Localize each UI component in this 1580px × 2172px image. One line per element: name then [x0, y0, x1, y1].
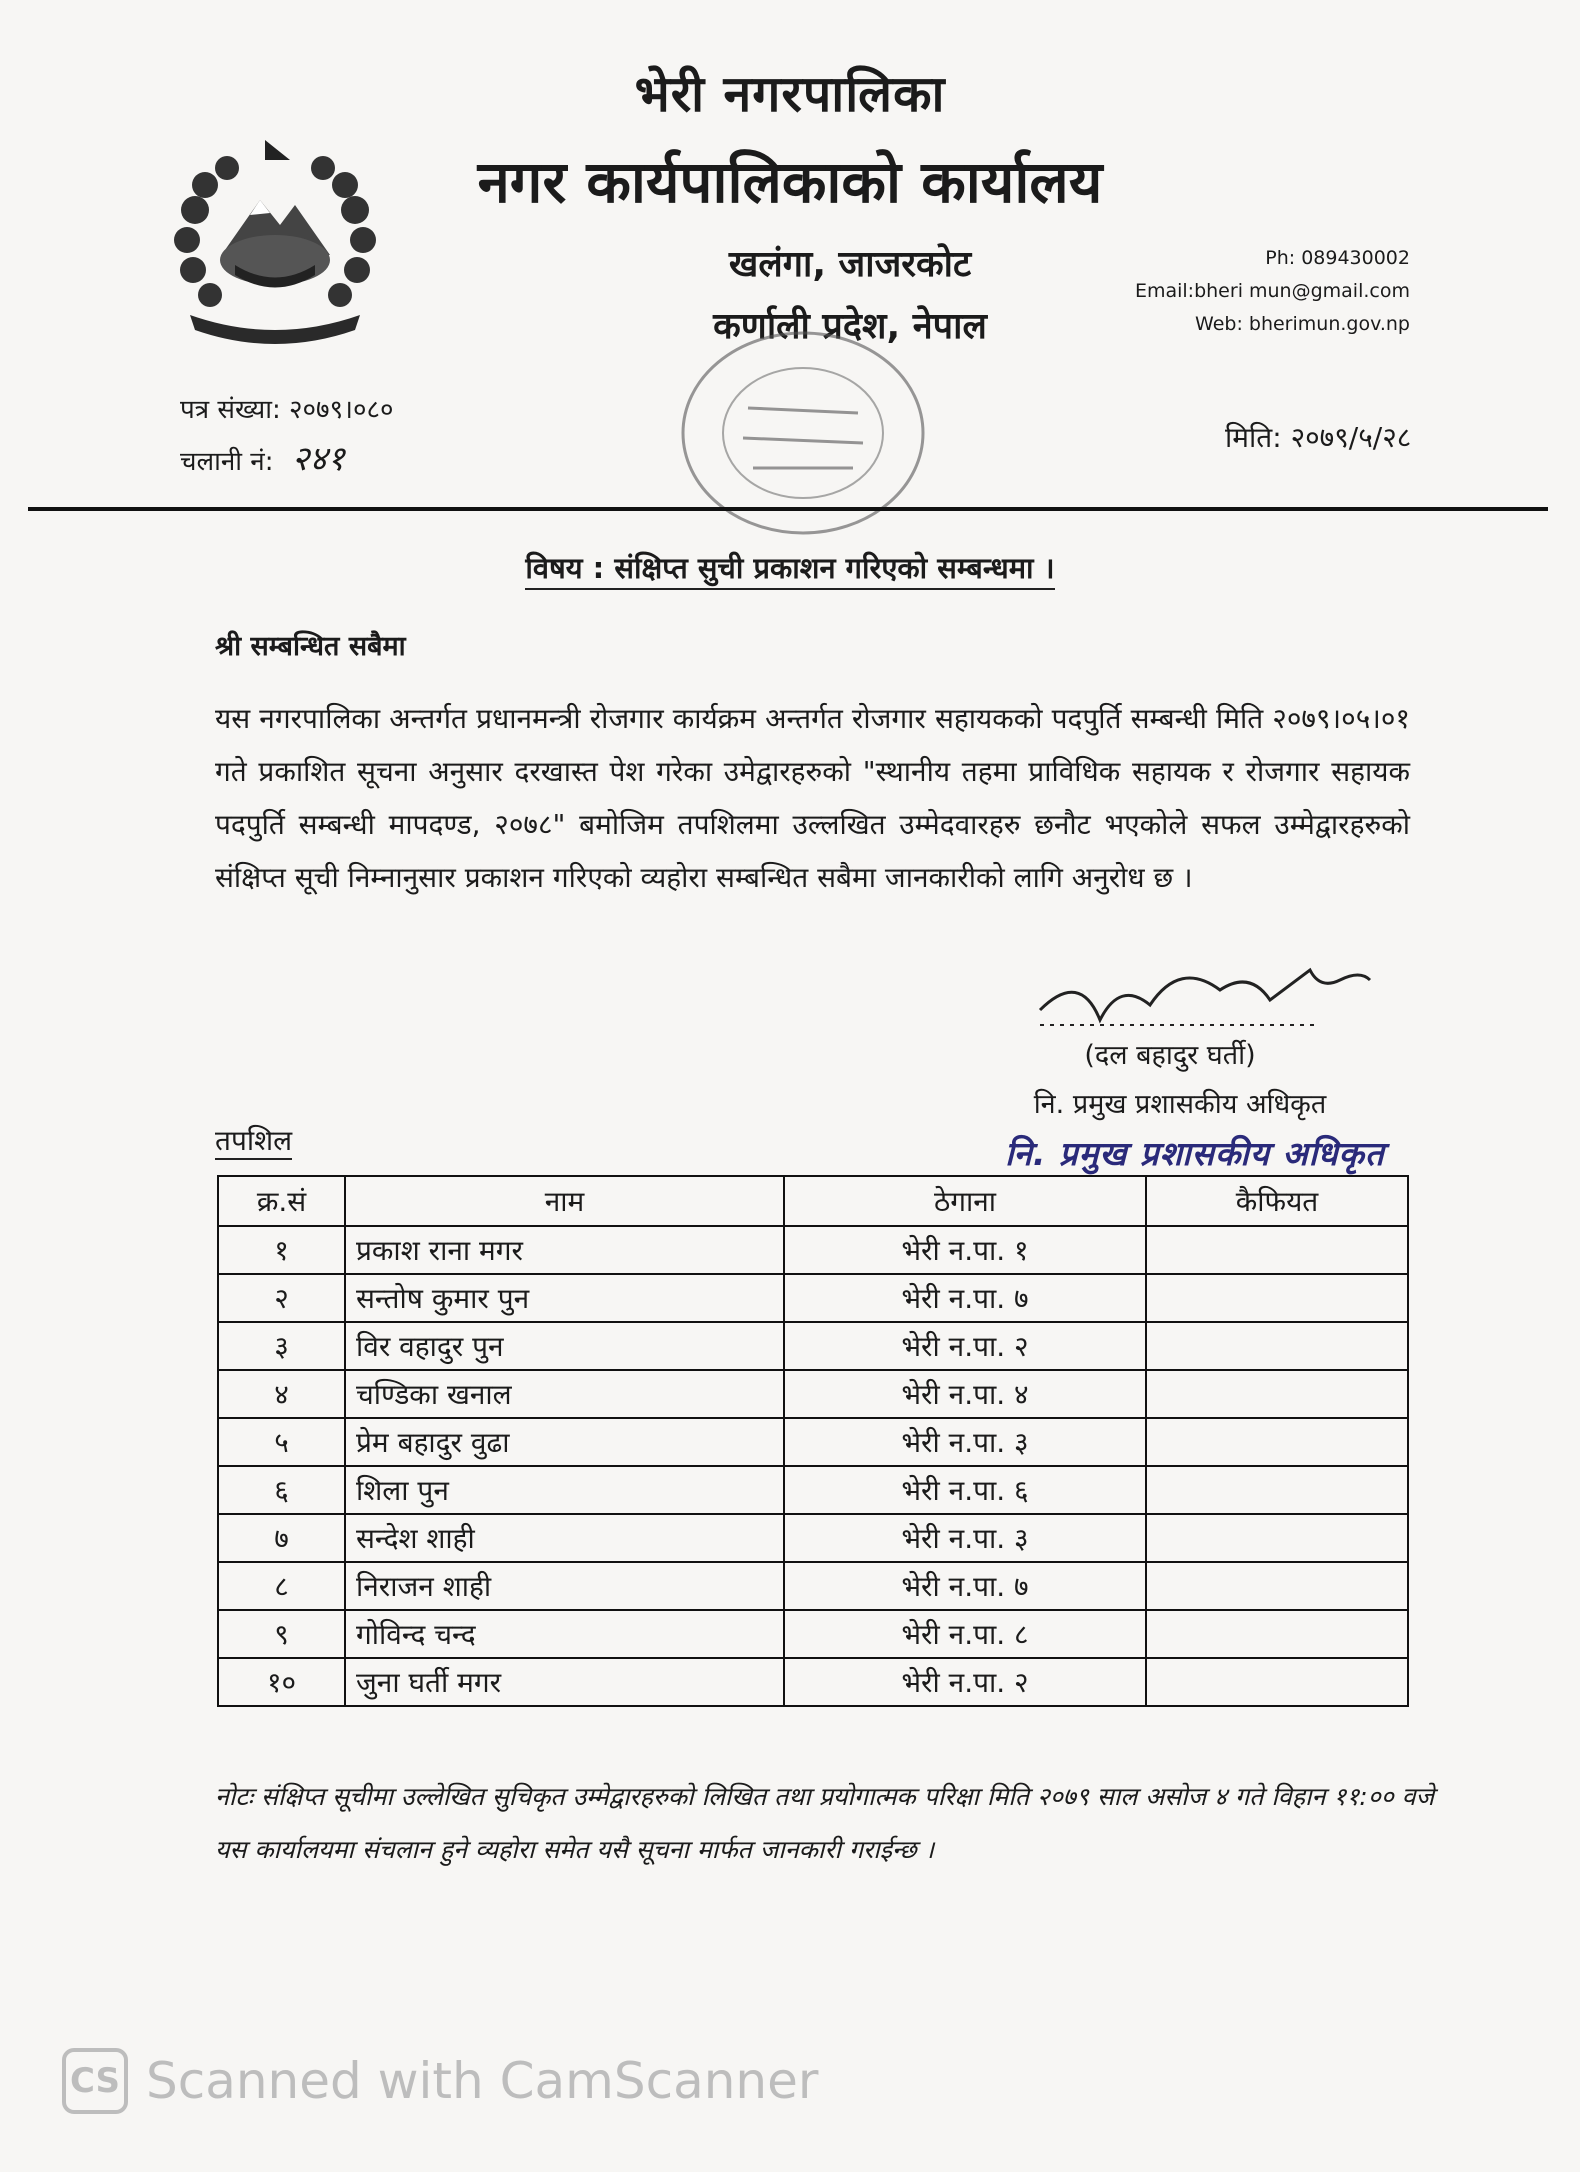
cell-address: भेरी न.पा. ३: [784, 1514, 1146, 1562]
office-name: नगर कार्यपालिकाको कार्यालय: [477, 148, 1103, 216]
patra-sankhya: [180, 390, 394, 426]
address-line-2: कर्णाली प्रदेश, नेपाल: [713, 306, 987, 347]
camscanner-watermark: [62, 2048, 818, 2114]
tapashil-label: तपशिल: [215, 1124, 292, 1160]
table-row: [218, 1610, 1408, 1658]
handwritten-signature: [1020, 950, 1380, 1040]
address-line-1: खलंगा, जाजरकोट: [728, 244, 972, 285]
cell-serial: १: [218, 1226, 345, 1274]
table-row: [218, 1466, 1408, 1514]
cell-address: भेरी न.पा. ८: [784, 1610, 1146, 1658]
cell-serial: ८: [218, 1562, 345, 1610]
cell-name: प्रकाश राना मगर: [345, 1226, 784, 1274]
cell-remarks: [1146, 1466, 1408, 1514]
cell-address: भेरी न.पा. २: [784, 1322, 1146, 1370]
salutation: श्री सम्बन्धित सबैमा: [215, 631, 406, 662]
cell-name: विर वहादुर पुन: [345, 1322, 784, 1370]
cell-name: प्रेम बहादुर वुढा: [345, 1418, 784, 1466]
header-serial: क्र.सं: [218, 1176, 345, 1226]
watermark-text: Scanned with CamScanner: [146, 2052, 819, 2110]
cell-serial: ४: [218, 1370, 345, 1418]
cell-name: गोविन्द चन्द: [345, 1610, 784, 1658]
cell-address: भेरी न.पा. ७: [784, 1562, 1146, 1610]
header-name: नाम: [345, 1176, 784, 1226]
patra-value: २०७९।०८०: [289, 395, 394, 425]
miti-label: मिति:: [1225, 421, 1282, 454]
header-remarks: कैफियत: [1146, 1176, 1408, 1226]
table-row: [218, 1418, 1408, 1466]
signatory-name: (दल बहादुर घर्ती): [1084, 1040, 1256, 1071]
cell-serial: ९: [218, 1610, 345, 1658]
miti-value: २०७९/५/२८: [1290, 421, 1412, 454]
signatory-post: नि. प्रमुख प्रशासकीय अधिकृत: [1033, 1089, 1327, 1120]
cell-name: चण्डिका खनाल: [345, 1370, 784, 1418]
table-row: [218, 1562, 1408, 1610]
chalani-label: चलानी नं:: [180, 447, 274, 477]
cell-serial: ७: [218, 1514, 345, 1562]
phone-text: Ph: 089430002: [1265, 247, 1410, 269]
municipality-name: भेरी नगरपालिका: [634, 65, 946, 123]
camscanner-logo-icon: CS: [62, 2048, 128, 2114]
table-row: [218, 1658, 1408, 1706]
signatory-stamp: नि. प्रमुख प्रशासकीय अधिकृत: [1005, 1134, 1385, 1173]
header-divider: [28, 507, 1548, 511]
table-row: [218, 1514, 1408, 1562]
cell-name: जुना घर्ती मगर: [345, 1658, 784, 1706]
cell-serial: २: [218, 1274, 345, 1322]
cell-serial: ५: [218, 1418, 345, 1466]
patra-label: पत्र संख्या:: [180, 395, 281, 425]
email-text: Email:bheri mun@gmail.com: [1134, 280, 1410, 302]
table-row: [218, 1370, 1408, 1418]
cell-name: निराजन शाही: [345, 1562, 784, 1610]
chalani-number: [180, 434, 345, 480]
cell-serial: ३: [218, 1322, 345, 1370]
cell-remarks: [1146, 1274, 1408, 1322]
nepal-government-emblem-icon: [165, 130, 385, 355]
cell-address: भेरी न.पा. १: [784, 1226, 1146, 1274]
cell-remarks: [1146, 1418, 1408, 1466]
note-paragraph: नोटः संक्षिप्त सूचीमा उल्लेखित सुचिकृत उम्मेद्वारहरुको लिखित तथा प्रयोगात्मक परिक्षा मिति २०७९ साल असोज ४ गते विहान ११:०० वजे यस कार्यालयमा संचलान हुने व्यहोरा समेत यसै सूचना मार्फत जानकारी गराईन्छ ।: [215, 1782, 1435, 1864]
cell-remarks: [1146, 1562, 1408, 1610]
subject-text: विषय : संक्षिप्त सुची प्रकाशन गरिएको सम्बन्धमा ।: [525, 551, 1054, 590]
chalani-value: २४१: [291, 439, 345, 479]
cell-remarks: [1146, 1514, 1408, 1562]
table-row: [218, 1322, 1408, 1370]
office-seal-stamp: [668, 318, 938, 548]
subject-line: [0, 548, 1580, 587]
table-row: [218, 1226, 1408, 1274]
cell-name: सन्देश शाही: [345, 1514, 784, 1562]
cell-address: भेरी न.पा. २: [784, 1658, 1146, 1706]
cell-address: भेरी न.पा. ७: [784, 1274, 1146, 1322]
cell-serial: १०: [218, 1658, 345, 1706]
table-header-row: [218, 1176, 1408, 1226]
body-paragraph: यस नगरपालिका अन्तर्गत प्रधानमन्त्री रोजगार कार्यक्रम अन्तर्गत रोजगार सहायकको पदपुर्ति सम्बन्धी मिति २०७९।०५।०१ गते प्रकाशित सूचना अनुसार दरखास्त पेश गरेका उमेद्वारहरुको "स्थानीय तहमा प्राविधिक सहायक र रोजगार सहायक पदपुर्ति सम्बन्धी मापदण्ड, २०७८" बमोजिम तपशिलमा उल्लखित उम्मेदवारहरु छनौट भएकोले सफल उम्मेद्वारहरुको संक्षिप्त सूची निम्नानुसार प्रकाशन गरिएको व्यहोरा सम्बन्धित सबैमा जानकारीको लागि अनुरोध छ ।: [215, 702, 1410, 894]
date: [1225, 418, 1411, 456]
cell-name: सन्तोष कुमार पुन: [345, 1274, 784, 1322]
cell-name: शिला पुन: [345, 1466, 784, 1514]
table-row: [218, 1274, 1408, 1322]
candidate-table: [217, 1175, 1409, 1707]
cell-remarks: [1146, 1370, 1408, 1418]
cell-remarks: [1146, 1610, 1408, 1658]
cell-remarks: [1146, 1226, 1408, 1274]
contact-block: [1135, 242, 1410, 341]
cell-remarks: [1146, 1322, 1408, 1370]
web-text: Web: bherimun.gov.np: [1195, 313, 1410, 335]
cell-address: भेरी न.पा. ६: [784, 1466, 1146, 1514]
header-address: ठेगाना: [784, 1176, 1146, 1226]
cell-remarks: [1146, 1658, 1408, 1706]
cell-serial: ६: [218, 1466, 345, 1514]
cell-address: भेरी न.पा. ३: [784, 1418, 1146, 1466]
cell-address: भेरी न.पा. ४: [784, 1370, 1146, 1418]
